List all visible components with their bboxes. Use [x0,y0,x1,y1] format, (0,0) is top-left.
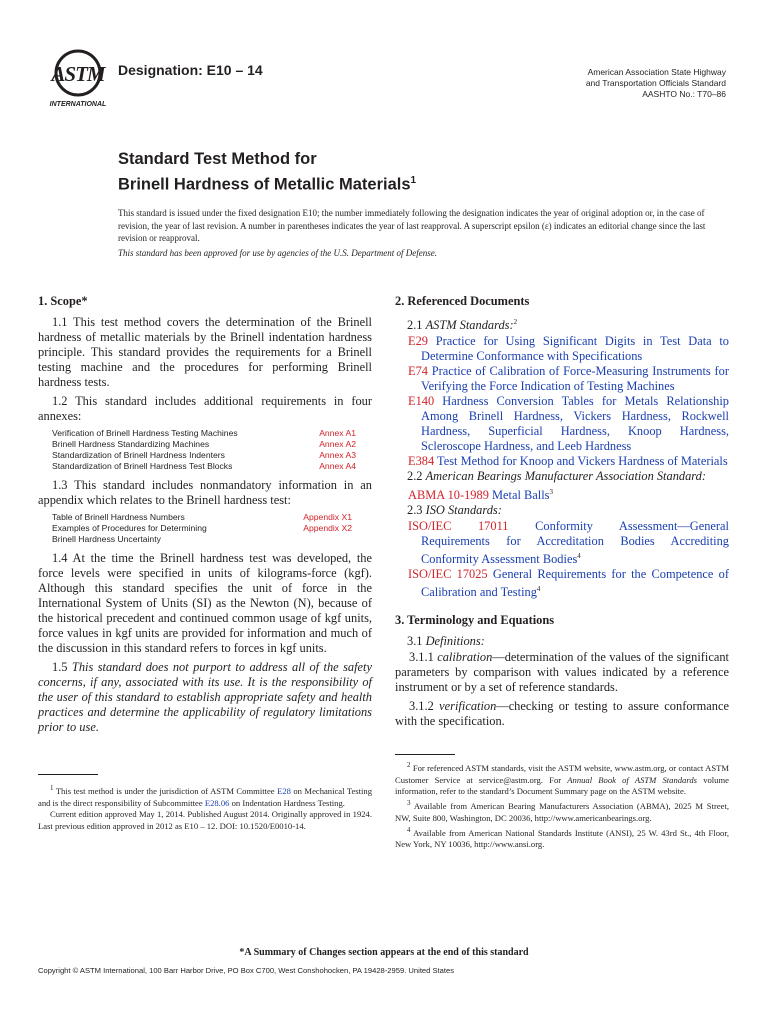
annex-link[interactable]: Annex A4 [319,461,356,471]
annex-link[interactable]: Annex A2 [319,439,356,449]
section-refdocs-heading: 2. Referenced Documents [395,294,530,308]
ref-item [395,334,729,364]
ref-title-link[interactable]: General Requirements for the Competence of Calibration and Testing [421,567,729,600]
ref-code-link[interactable]: E384 [408,454,435,469]
para-1-5: 1.5 This standard does not purport to address all of the safety concerns, if any, associated with its use. It is the responsibility of the user of this standard to establish appropriate safety and health practices and determine the applicability of regulatory limitations prior to use. [38,660,372,734]
right-column [395,290,729,733]
left-column [38,290,372,739]
footnote-ref[interactable]: 2 [513,318,518,326]
ref-code-link[interactable]: ISO/IEC 17025 [408,567,488,582]
list-item: Brinell Hardness Uncertainty [52,534,161,544]
aashto-line-1: American Association State Highway [587,67,726,77]
para-1-2: 1.2 This standard includes additional requirements in four annexes: [38,394,372,423]
aashto-notice [586,67,726,100]
ref-title-link[interactable]: Test Method for Knoop and Vickers Hardness of Materials [437,454,728,469]
footnote-1-edition: Current edition approved May 1, 2014. Published August 2014. Originally approved in 1924. Last previous edition approved in 2012 as E10 – 12. DOI: 10.1520/E0010-14. [38,809,372,832]
footnote-ref[interactable]: 4 [577,552,581,561]
ref-item [395,364,729,394]
summary-of-changes-note: *A Summary of Changes section appears at the end of this standard [239,947,529,958]
footnote-ref[interactable]: 4 [536,585,541,594]
ref-title-link[interactable]: Practice for Using Significant Digits in Test Data to Determine Conformance with Specifications [421,334,729,364]
ref-code-link[interactable]: E29 [408,334,428,349]
para-3-1-1: 3.1.1 calibration—determination of the values of the significant parameters by comparison with values indicated by a reference instrument or by a set of reference standards. [395,649,729,694]
list-item: Standardization of Brinell Hardness Indenters Annex A3 [52,450,372,461]
astm-standards-label: 2.1 ASTM Standards:$^2$ [407,318,518,333]
list-item: Verification of Brinell Hardness Testing Machines Annex A1 [52,428,372,439]
appendix-link[interactable]: Appendix X1 [303,512,352,522]
para-1-4: 1.4 At the time the Brinell hardness test was developed, the force levels were specified in units of kilograms-force (kgf). Although this standard specifies the unit of force in the International System of Units (SI) as the Newton (N), because of the historical precedent and continued common usage of kgf units, force values in kgf units are provided for information and much of the discussion in this standard refers to forces in kgf units. [38,551,372,655]
committee-e28-link[interactable]: E28 [277,785,291,796]
ref-item [395,454,729,469]
appendix-list [52,512,372,545]
list-item: Table of Brinell Hardness Numbers Appendix X1 [52,512,372,523]
section-terminology-heading: 3. Terminology and Equations [395,612,555,627]
iso-standards-label: 2.3 ISO Standards: [407,503,502,518]
ref-title-link[interactable]: Hardness Conversion Tables for Metals Relationship Among Brinell Hardness, Vickers Hardness, Rockwell Hardness, Superficial Hardness, Knoop Hardness, Scleroscope Hardness, and Leeb Hardness [421,394,729,454]
list-item: Examples of Procedures for Determining Appendix X2 [52,523,372,534]
list-item: Brinell Hardness Standardizing Machines Annex A2 [52,439,372,450]
aashto-line-3: AASHTO No.: T70–86 [642,89,726,99]
title-line-1: Standard Test Method for [118,150,317,168]
subcommittee-e2806-link[interactable]: E28.06 [204,797,230,808]
definitions-label: 3.1 Definitions: [407,633,485,648]
approved-notice: This standard has been approved for use by agencies of the U.S. Department of Defense. [118,248,438,258]
abma-standard-label: 2.2 American Bearings Manufacturer Association Standard: [407,469,706,484]
footnote-4: $^4$ Available from American National Standards Institute (ANSI), 25 W. 43rd St., 4th Floor, New York, NY 10036, http://www.ansi.org. [395,825,729,850]
ref-code-link[interactable]: E74 [408,364,428,379]
annex-link[interactable]: Annex A3 [319,450,356,460]
ref-title-link[interactable]: Metal Balls [492,488,550,503]
ref-code-link[interactable]: ABMA 10-1989 [408,488,489,503]
issued-notice: This standard is issued under the fixed designation E10; the number immediately following the designation indicates the year of original adoption or, in the case of revision, the year of last revision. A number in parentheses indicates the year of last reapproval. A superscript epsilon (ε) indicates an editorial change since the last revision or reapproval. [118,208,706,244]
footnotes-right [395,760,729,851]
para-3-1-2: 3.1.2 verification—checking or testing to assure conformance with the specification. [395,698,729,728]
ref-item [395,519,729,567]
ref-code-link[interactable]: E140 [408,394,435,409]
svg-text:ASTM: ASTM [51,62,105,86]
annex-link[interactable]: Annex A1 [319,428,356,438]
designation: Designation: E10 – 14 [118,62,263,78]
footnotes-left [38,783,372,833]
document-title [118,149,416,196]
title-line-2: Brinell Hardness of Metallic Materials [118,175,411,194]
footnote-3: $^3$ Available from American Bearing Manufacturers Association (ABMA), 2025 M Street, NW, Suite 800, Washington, DC 20036, http://www.americanbearings.org. [395,799,729,823]
logo-wordmark: INTERNATIONAL [49,101,107,108]
aashto-line-2: and Transportation Officials Standard [585,78,726,88]
ref-code-link[interactable]: ISO/IEC 17011 [408,519,509,534]
footnote-2: $^2$ For referenced ASTM standards, visit the ASTM website, www.astm.org, or contact ASTM Customer Service at service@astm.org. For Annual Book of ASTM Standards volume information, refer to the standard’s Document Summary page on the ASTM website. [395,761,730,797]
section-scope-heading: 1. Scope* [38,294,88,308]
footnote-rule [38,774,98,775]
astm-logo [44,48,112,110]
para-1-1: 1.1 This test method covers the determination of the Brinell hardness of metallic materials by the Brinell indentation hardness principle. This standard provides the requirements for a Brinell testing machine and the procedures for performing Brinell hardness tests. [38,315,372,389]
footnote-rule [395,754,455,755]
footnote-1: $^1$ This test method is under the jurisdiction of ASTM Committee E28 on Mechanical Testing and is the direct responsibility of Subcommittee E28.06 on Indentation Hardness Testing. [38,784,372,808]
annex-list [52,428,372,472]
ref-item [395,567,729,600]
title-footnote-ref[interactable]: 1 [410,175,417,186]
ref-item [395,394,729,454]
appendix-link[interactable]: Appendix X2 [303,523,352,533]
ref-title-link[interactable]: Practice of Calibration of Force-Measuring Instruments for Verifying the Force Indication of Testing Machines [421,364,729,394]
copyright-line: Copyright © ASTM International, 100 Barr Harbor Drive, PO Box C700, West Conshohocken, PA 19428-2959. United States [38,966,455,975]
ref-item [395,485,729,503]
ref-title-link[interactable]: Conformity Assessment—General Requirements for Accreditation Bodies Accrediting Conformity Assessment Bodies [421,519,729,567]
para-1-3: 1.3 This standard includes nonmandatory information in an appendix which relates to the Brinell hardness test: [38,478,372,507]
footnote-ref[interactable]: 3 [549,488,553,497]
list-item: Standardization of Brinell Hardness Test Blocks Annex A4 [52,461,372,472]
